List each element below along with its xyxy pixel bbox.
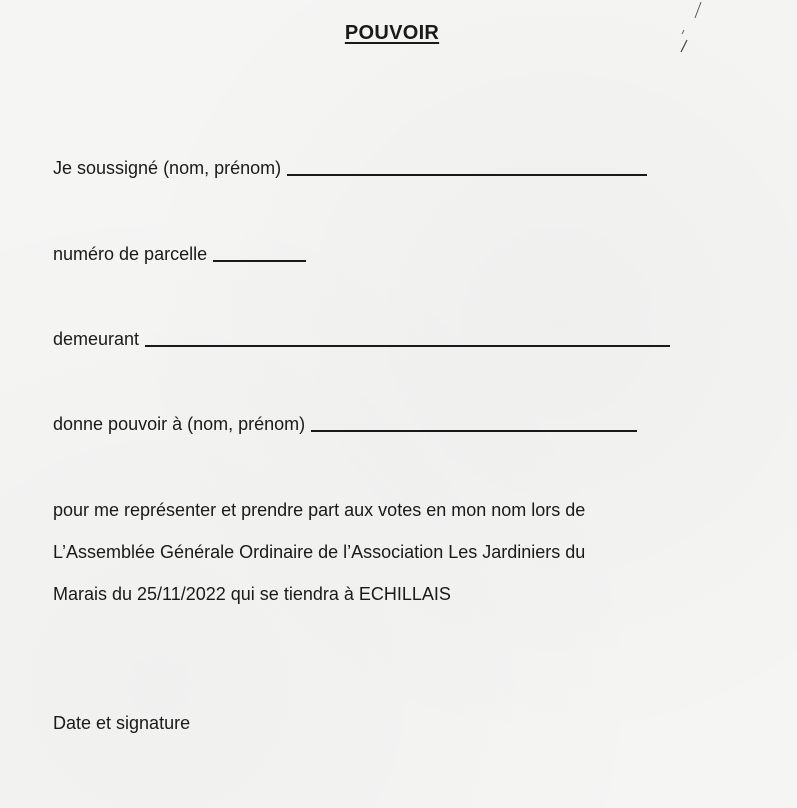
- address-field-line[interactable]: [145, 344, 670, 347]
- signature-label: Date et signature: [53, 713, 191, 733]
- mandate-line-1: pour me représenter et prendre part aux votes en mon nom lors de: [53, 500, 586, 520]
- address-field-row: [53, 329, 670, 350]
- address-field-label: demeurant: [53, 329, 140, 349]
- name-field-label: Je soussigné (nom, prénom): [53, 158, 282, 178]
- proxy-field-row: [53, 414, 637, 435]
- proxy-field-line[interactable]: [311, 429, 637, 432]
- proxy-field-label: donne pouvoir à (nom, prénom): [53, 414, 306, 434]
- mandate-paragraph: [53, 489, 585, 615]
- mandate-line-2: L’Assemblée Générale Ordinaire de l’Association Les Jardiniers du: [53, 542, 586, 562]
- name-field-line[interactable]: [287, 173, 647, 176]
- document-title: POUVOIR: [344, 22, 440, 44]
- signature-row: [53, 713, 190, 734]
- name-field-row: [53, 158, 647, 179]
- parcel-field-row: [53, 244, 306, 265]
- parcel-field-line[interactable]: [213, 259, 306, 262]
- parcel-field-label: numéro de parcelle: [53, 244, 208, 264]
- mandate-line-3: Marais du 25/11/2022 qui se tiendra à ECHILLAIS: [53, 584, 451, 604]
